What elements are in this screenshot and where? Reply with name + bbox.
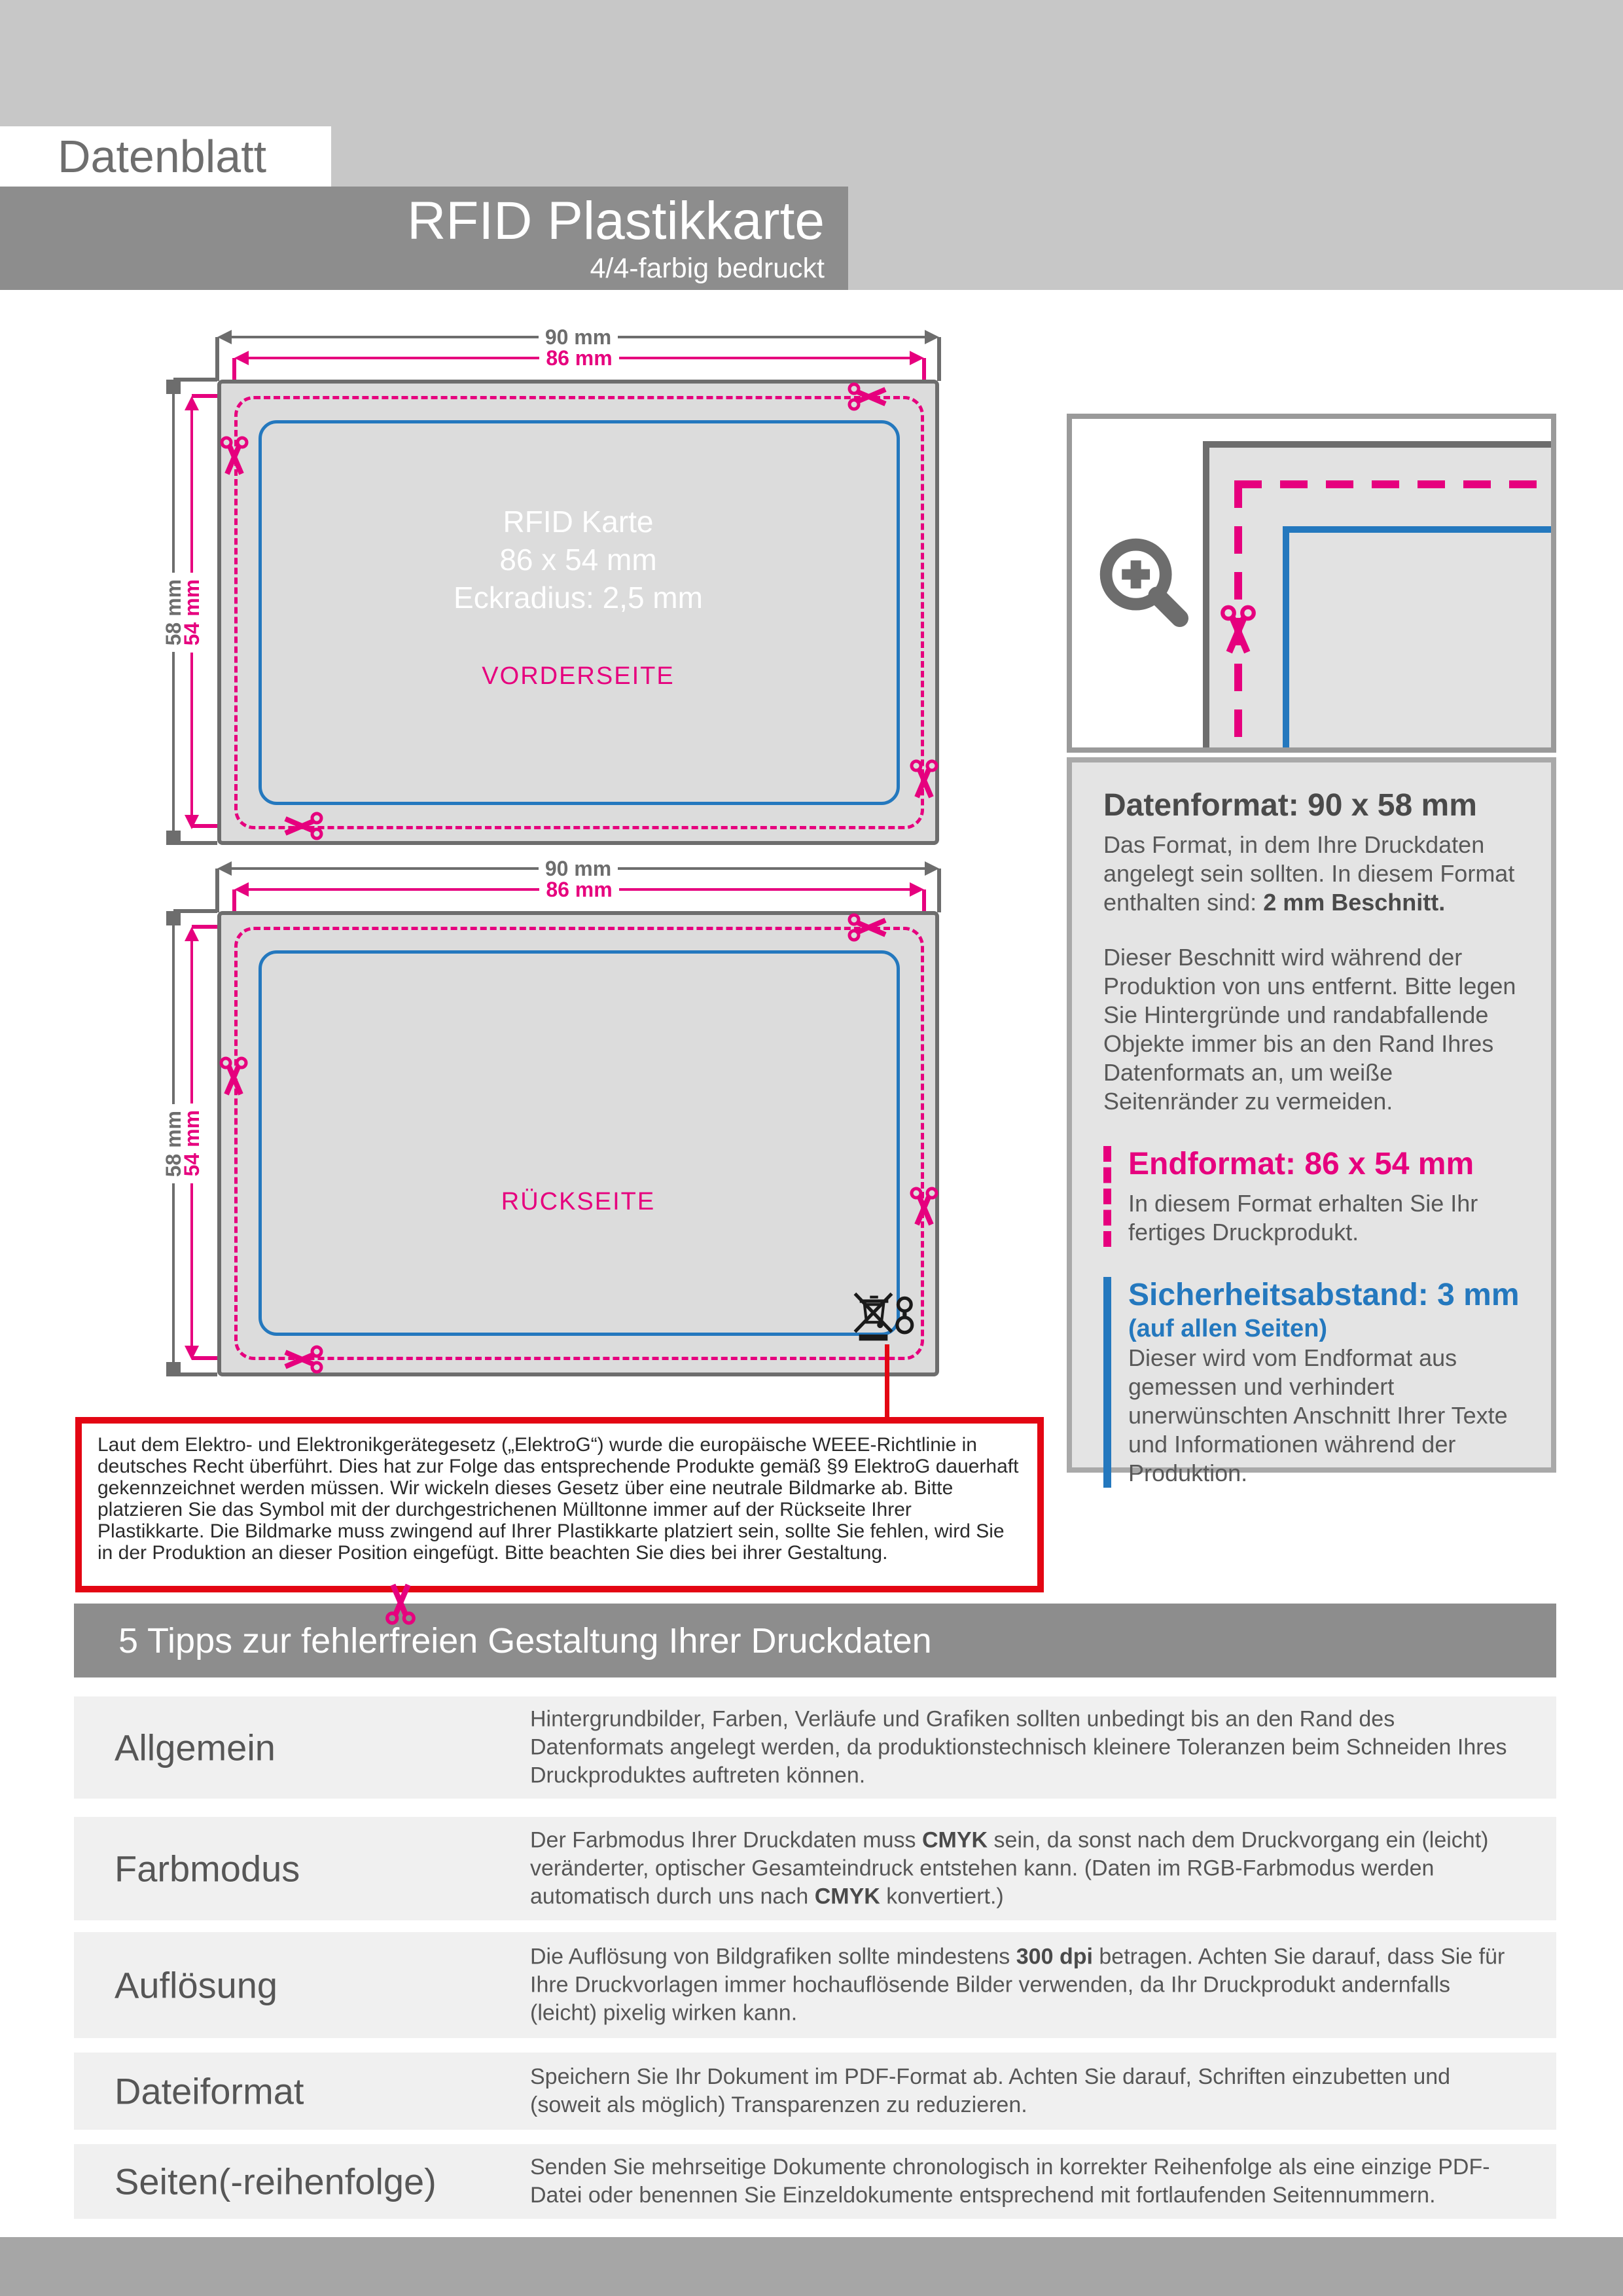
tips-banner: [74, 1604, 1556, 1677]
scissors-icon: [903, 759, 945, 801]
tip-row-dateiformat: [74, 2053, 1556, 2130]
tip-label: Allgemein: [115, 1727, 276, 1768]
dimension-label: 90 mm: [544, 856, 612, 880]
dimension-label: 86 mm: [546, 877, 613, 901]
title-banner: [0, 187, 848, 290]
dimension-label: 58 mm: [161, 579, 185, 646]
tip-label: Farbmodus: [115, 1848, 300, 1890]
tip-row-aufloesung: [74, 1932, 1556, 2038]
extension-line: [937, 869, 941, 912]
card-back-side-label: RÜCKSEITE: [501, 1188, 656, 1215]
dimension-width-trim-back: [234, 878, 924, 901]
page-title: RFID Plastikkarte: [407, 191, 825, 251]
arrow-up-icon: [166, 380, 181, 394]
dimension-label: 86 mm: [546, 346, 613, 370]
extension-line: [173, 841, 217, 845]
scissors-icon: [281, 805, 323, 847]
tip-label: Seiten(-reihenfolge): [115, 2161, 437, 2202]
corner-detail-diagram: [1203, 441, 1551, 747]
arrow-left-icon: [217, 861, 232, 876]
dimension-height-trim-back: [181, 927, 203, 1360]
footer-bar: [0, 2237, 1623, 2296]
tip-body: Hintergrundbilder, Farben, Verläufe und Grafiken sollten unbedingt bis an den Rand des Datenformats angelegt werden, da produktionstechnisch kleinere Toleranzen beim Schneiden Ihres Druckproduktes auftreten können.: [530, 1706, 1507, 1788]
card-front-text: [217, 503, 939, 617]
datenformat-heading: Datenformat: 90 x 58 mm: [1103, 788, 1477, 823]
scissors-icon: [378, 1581, 423, 1625]
card-front-line3: Eckradius: 2,5 mm: [454, 581, 703, 615]
dimension-label: 58 mm: [161, 1110, 185, 1177]
endformat-heading: Endformat: 86 x 54 mm: [1128, 1147, 1474, 1181]
card-front-line1: RFID Karte: [503, 505, 654, 539]
scissors-icon: [903, 1187, 945, 1229]
arrow-left-icon: [217, 330, 232, 344]
tip-row-farbmodus: [74, 1817, 1556, 1920]
sicherheitsabstand-heading: Sicherheitsabstand: 3 mm: [1128, 1278, 1520, 1312]
arrow-left-icon: [234, 882, 249, 897]
tip-body: Der Farbmodus Ihrer Druckdaten muss CMYK sein, da sonst nach dem Druckvorgang ein (leicht) veränderter, optischer Gesamteindruck entstehen kann. (Daten im RGB-Farbmodus werden automatisch durch uns nach CMYK konvertiert.): [530, 1827, 1489, 1909]
extension-line: [215, 337, 219, 381]
arrow-up-icon: [166, 911, 181, 925]
tip-body: Speichern Sie Ihr Dokument im PDF-Format ab. Achten Sie darauf, Schriften einzubetten und (soweit als möglich) Transparenzen zu reduzieren.: [530, 2064, 1451, 2117]
extension-line: [173, 378, 217, 382]
weee-bin-icon: [848, 1289, 916, 1347]
endformat-block: [1103, 1146, 1520, 1247]
document-type-box: [0, 126, 331, 187]
extension-line: [173, 909, 217, 913]
tip-body: Senden Sie mehrseitige Dokumente chronologisch in korrekter Reihenfolge als eine einzige PDF-Datei oder benennen Sie Einzeldokumente entsprechend mit fortlaufenden Seitennummern.: [530, 2155, 1490, 2208]
arrow-left-icon: [234, 351, 249, 365]
sicherheitsabstand-para: Dieser wird vom Endformat aus gemessen und verhindert unerwünschten Anschnitt Ihrer Texte und Informationen während der Produktion.: [1128, 1344, 1508, 1486]
dimension-label: 54 mm: [179, 1110, 204, 1177]
tip-row-allgemein: [74, 1696, 1556, 1799]
page-subtitle: 4/4-farbig bedruckt: [590, 253, 825, 284]
scissors-icon: [213, 1056, 255, 1098]
dimension-width-outer-back: [217, 857, 939, 880]
document-type-label: Datenblatt: [58, 131, 267, 182]
extension-line: [937, 337, 941, 381]
sicherheitsabstand-subheading: (auf allen Seiten): [1128, 1315, 1328, 1342]
magnifier-plus-icon: [1090, 529, 1188, 627]
safety-margin-back: [259, 950, 900, 1336]
extension-line: [173, 1372, 217, 1376]
datenformat-para1: Das Format, in dem Ihre Druckdaten angelegt sein sollten. In diesem Format enthalten sind: 2 mm Beschnitt.: [1103, 831, 1515, 916]
tip-label: Dateiformat: [115, 2070, 304, 2112]
sicherheitsabstand-block: [1103, 1277, 1520, 1488]
scissors-icon: [1212, 605, 1264, 657]
card-front-line2: 86 x 54 mm: [499, 543, 657, 577]
card-front-side-label: VORDERSEITE: [482, 662, 675, 690]
datenformat-para2: Dieser Beschnitt wird während der Produktion von uns entfernt. Bitte legen Sie Hintergründe und randabfallende Objekte immer bis an den Rand Ihres Datenformats an, um weiße Seitenränder zu vermeiden.: [1103, 944, 1516, 1115]
scissors-icon: [213, 436, 255, 478]
zoom-detail-box: [1067, 414, 1556, 753]
dimension-label: 54 mm: [179, 579, 204, 646]
arrow-up-icon: [185, 396, 199, 410]
dimension-label: 90 mm: [544, 325, 612, 349]
scissors-icon: [847, 376, 889, 418]
safety-line-detail: [1283, 526, 1551, 533]
tip-body: Die Auflösung von Bildgrafiken sollte mindestens 300 dpi betragen. Achten Sie darauf, dass Sie für Ihre Druckvorlagen immer hochauflösende Bilder verwenden, da Ihr Druckprodukt andernfalls (leicht) pixelig wirken kann.: [530, 1944, 1505, 2026]
tips-title: 5 Tipps zur fehlerfreien Gestaltung Ihrer Druckdaten: [118, 1621, 932, 1660]
dimension-width-trim-front: [234, 347, 924, 369]
weee-callout-line: [885, 1344, 889, 1418]
weee-note-box: Laut dem Elektro- und Elektronikgerätegesetz („ElektroG“) wurde die europäische WEEE-Richtlinie in deutsches Recht überführt. Dies hat zur Folge das entsprechende Produkte gemäß §9 ElektroG dauerhaft gekennzeichnet werden müssen. Wir wickeln dieses Gesetz über eine neutrale Bildmarke ab. Bitte platzieren Sie das Symbol mit der durchgestrichenen Mülltonne immer auf der Rückseite Ihrer Plastikkarte. Die Bildmarke muss zwingend auf Ihrer Plastikkarte platziert sein, sollte Sie fehlen, wird Sie in der Produktion an dieser Position eingefügt. Bitte beachten Sie dies bei ihrer Gestaltung.: [75, 1417, 1044, 1592]
dimension-width-outer-front: [217, 326, 939, 348]
tip-row-seitenreihenfolge: [74, 2144, 1556, 2219]
safety-line-detail: [1283, 526, 1289, 747]
format-info-panel: [1067, 757, 1556, 1486]
extension-line: [215, 869, 219, 912]
scissors-icon: [847, 906, 889, 948]
trim-line-detail: [1234, 480, 1551, 488]
scissors-icon: [281, 1338, 323, 1380]
endformat-para: In diesem Format erhalten Sie Ihr fertiges Druckprodukt.: [1128, 1190, 1478, 1246]
tip-label: Auflösung: [115, 1964, 278, 2006]
dimension-height-trim-front: [181, 396, 203, 829]
arrow-up-icon: [185, 927, 199, 941]
